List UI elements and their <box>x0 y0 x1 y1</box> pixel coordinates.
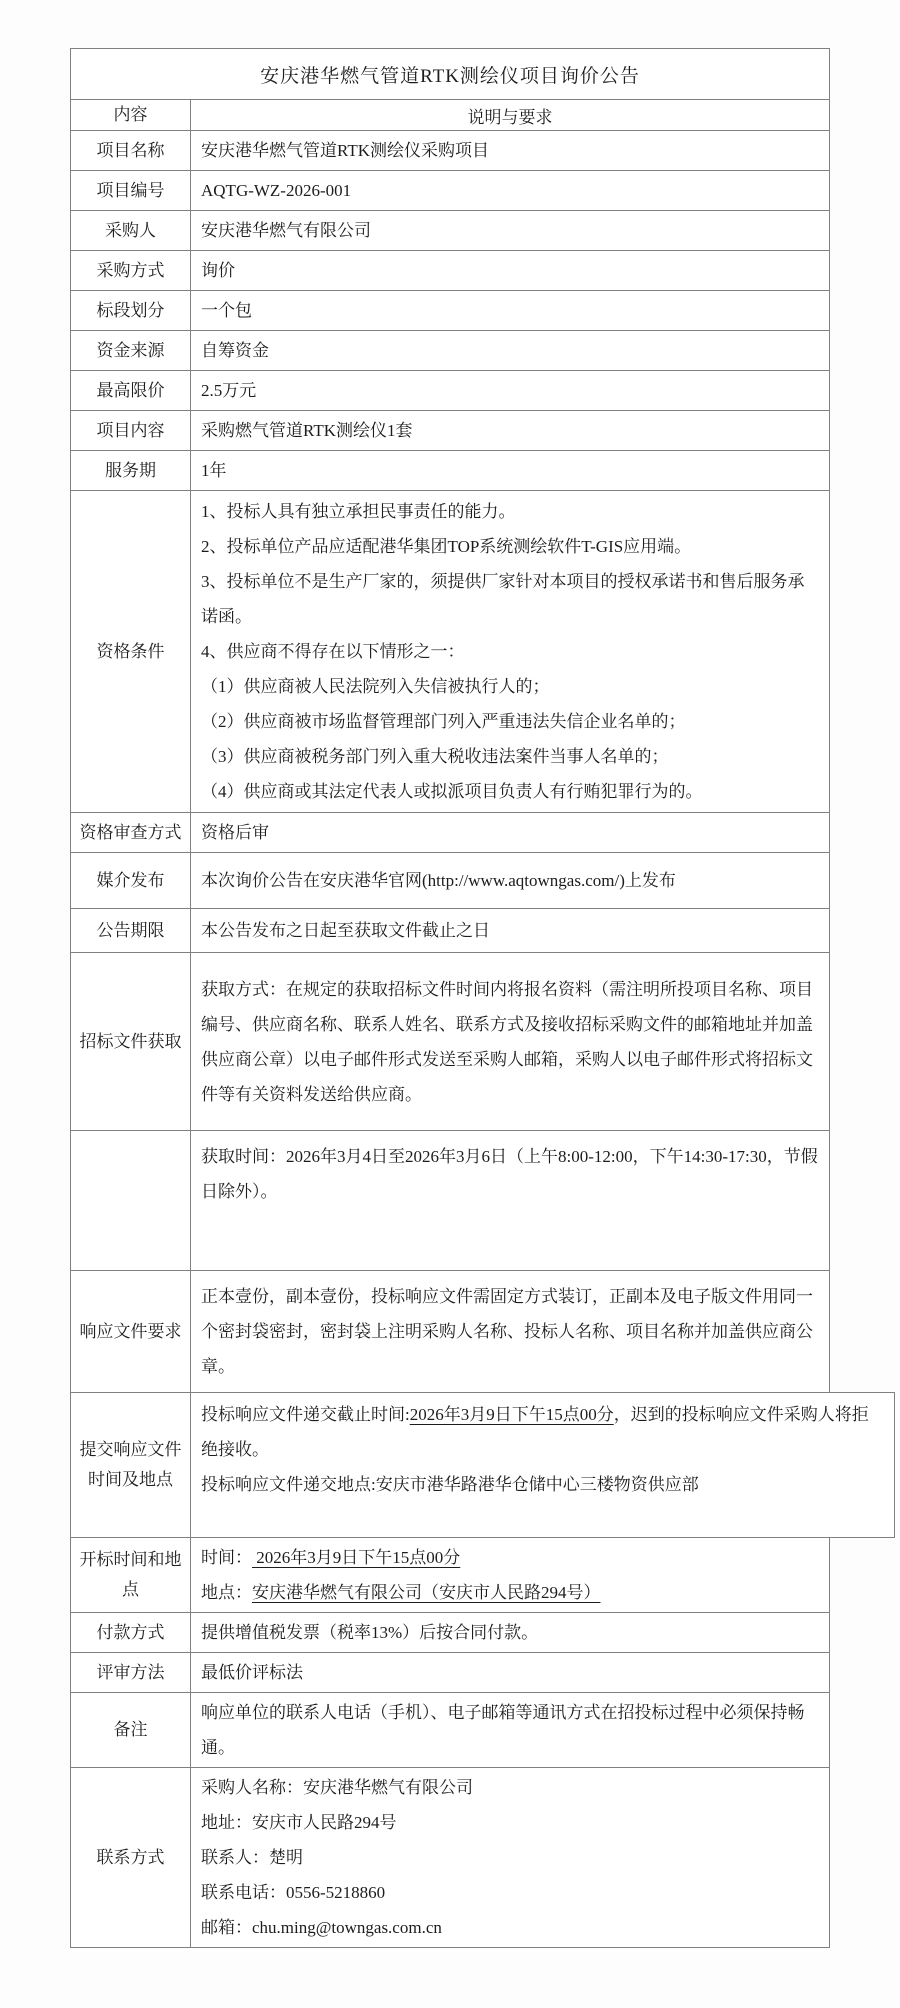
row-label: 备注 <box>71 1693 191 1767</box>
announcement-table <box>70 48 869 1948</box>
table-row <box>71 170 829 210</box>
table-row <box>71 130 829 170</box>
row-label: 项目编号 <box>71 171 191 210</box>
row-value: 询价 <box>201 261 235 280</box>
table-row <box>71 410 829 450</box>
row-label: 资格条件 <box>71 491 191 812</box>
row-label: 评审方法 <box>71 1653 191 1692</box>
row-value: 响应单位的联系人电话（手机）、电子邮箱等通讯方式在招投标过程中必须保持畅通。 <box>201 1703 805 1757</box>
table-row <box>71 1692 829 1767</box>
table-row <box>71 1270 829 1392</box>
row-label: 公告期限 <box>71 909 191 952</box>
row-value: 1、投标人具有独立承担民事责任的能力。 2、投标单位产品应适配港华集团TOP系统测绘软件T-GIS应用端。 3、投标单位不是生产厂家的，须提供厂家针对本项目的授权承诺书和售后服务承诺函。 4、供应商不得存在以下情形之一： （1）供应商被人民法院列入失信被执行人的； （2）供应商被市场监督管理部门列入严重违法失信企业名单的； （3）供应商被税务部门列入重大税收违法案件当事人名单的； （4）供应商或其法定代表人或拟派项目负责人有行贿犯罪行为的。 <box>201 502 805 801</box>
table-row <box>71 1767 829 1947</box>
page-title: 安庆港华燃气管道RTK测绘仪项目询价公告 <box>260 65 640 87</box>
table-row <box>71 1392 895 1538</box>
row-label: 标段划分 <box>71 291 191 330</box>
header-col-content: 内容 <box>71 100 191 130</box>
table-row <box>71 290 829 330</box>
row-value: AQTG-WZ-2026-001 <box>201 181 352 200</box>
row-label: 付款方式 <box>71 1613 191 1652</box>
table-row <box>71 370 829 410</box>
table-row <box>71 908 829 952</box>
row-value: 最低价评标法 <box>201 1663 303 1682</box>
row-value: 本次询价公告在安庆港华官网(http://www.aqtowngas.com/)上发布 <box>201 871 676 890</box>
table-row <box>71 1538 829 1612</box>
table-row <box>71 852 829 908</box>
table-title-row <box>71 49 829 99</box>
row-label: 采购人 <box>71 211 191 250</box>
row-value: 一个包 <box>201 301 252 320</box>
row-value: 采购人名称：安庆港华燃气有限公司 地址：安庆市人民路294号 联系人：楚明 联系电话：0556-5218860 邮箱：chu.ming@towngas.com.cn <box>201 1778 473 1937</box>
row-value: 采购燃气管道RTK测绘仪1套 <box>201 421 413 440</box>
row-label: 联系方式 <box>71 1768 191 1947</box>
table-row <box>71 490 829 812</box>
row-label: 项目名称 <box>71 131 191 170</box>
row-label: 媒介发布 <box>71 853 191 908</box>
row-value: 安庆港华燃气管道RTK测绘仪采购项目 <box>201 141 489 160</box>
row-value: 安庆港华燃气有限公司 <box>201 221 371 240</box>
table-body <box>71 130 869 1947</box>
row-label: 资金来源 <box>71 331 191 370</box>
header-col-description: 说明与要求 <box>467 107 553 127</box>
table-row <box>71 952 829 1130</box>
table-row <box>71 1652 829 1692</box>
row-label: 资格审查方式 <box>71 813 191 852</box>
row-label: 响应文件要求 <box>71 1271 191 1392</box>
row-label: 提交响应文件时间及地点 <box>71 1393 191 1537</box>
table-row <box>71 250 829 290</box>
row-label <box>71 1131 191 1270</box>
row-label: 采购方式 <box>71 251 191 290</box>
table-header-row <box>71 99 829 130</box>
table-row <box>71 450 829 490</box>
row-value: 自筹资金 <box>201 341 269 360</box>
row-value: 时间： 2026年3月9日下午15点00分 地点：安庆港华燃气有限公司（安庆市人民路294号） <box>201 1548 601 1602</box>
row-label: 最高限价 <box>71 371 191 410</box>
row-value: 1年 <box>201 461 227 480</box>
row-value: 正本壹份，副本壹份，投标响应文件需固定方式装订，正副本及电子版文件用同一个密封袋密封，密封袋上注明采购人名称、投标人名称、项目名称并加盖供应商公章。 <box>201 1287 813 1376</box>
table-row <box>71 812 829 852</box>
row-value: 提供增值税发票（税率13%）后按合同付款。 <box>201 1623 539 1642</box>
table-row <box>71 1612 829 1652</box>
row-label: 项目内容 <box>71 411 191 450</box>
row-value: 2.5万元 <box>201 381 257 400</box>
table-row <box>71 330 829 370</box>
row-value: 获取时间：2026年3月4日至2026年3月6日（上午8:00-12:00，下午14:30-17:30，节假日除外）。 <box>201 1147 818 1201</box>
table-row <box>71 210 829 250</box>
row-label: 开标时间和地点 <box>71 1538 191 1612</box>
row-value: 本公告发布之日起至获取文件截止之日 <box>201 921 490 940</box>
row-label: 服务期 <box>71 451 191 490</box>
row-value: 获取方式：在规定的获取招标文件时间内将报名资料（需注明所投项目名称、项目编号、供应商名称、联系人姓名、联系方式及接收招标采购文件的邮箱地址并加盖供应商公章）以电子邮件形式发送至采购人邮箱，采购人以电子邮件形式将招标文件等有关资料发送给供应商。 <box>201 979 813 1104</box>
table-row <box>71 1130 829 1270</box>
row-value: 资格后审 <box>201 823 269 842</box>
row-label: 招标文件获取 <box>71 953 191 1130</box>
row-value: 投标响应文件递交截止时间:2026年3月9日下午15点00分，迟到的投标响应文件采购人将拒绝接收。 投标响应文件递交地点:安庆市港华路港华仓储中心三楼物资供应部 <box>201 1405 869 1494</box>
